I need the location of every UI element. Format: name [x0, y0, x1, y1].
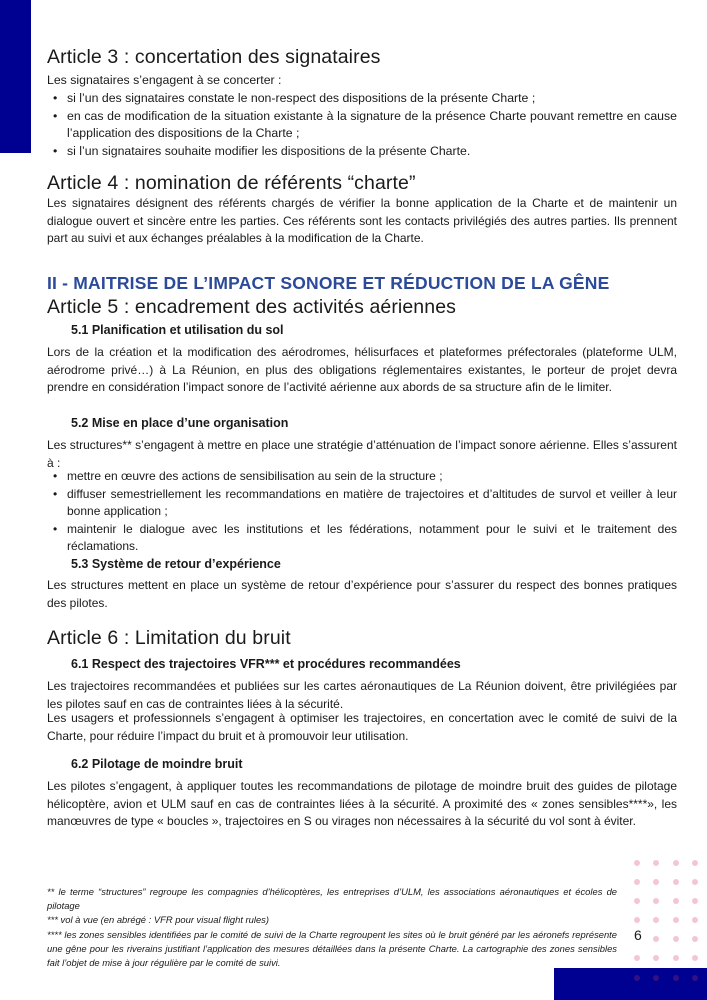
dot-icon	[653, 917, 659, 923]
dot-icon	[653, 898, 659, 904]
subsection-6-2-title: 6.2 Pilotage de moindre bruit	[71, 757, 243, 771]
dot-icon	[634, 917, 640, 923]
article-3-bullet-list	[47, 90, 677, 160]
dot-icon	[692, 898, 698, 904]
article-3-bullet: • si l’un signataires souhaite modifier les dispositions de la présente Charte.	[47, 143, 677, 161]
article-3-intro: Les signataires s’engagent à se concerter :	[47, 73, 282, 87]
article-3-bullet: • en cas de modification de la situation existante à la signature de la présence Charte pouvant remettre en cause l’application des dispositions de la Charte ;	[47, 108, 677, 143]
brand-bar-top-left	[0, 0, 31, 153]
article-3-title: Article 3 : concertation des signataires	[47, 46, 381, 68]
dot-icon	[653, 879, 659, 885]
subsection-5-3-title: 5.3 Système de retour d’expérience	[71, 557, 281, 571]
subsection-5-2-bullet: • mettre en œuvre des actions de sensibilisation au sein de la structure ;	[47, 468, 677, 486]
subsection-6-2-body: Les pilotes s’engagent, à appliquer toutes les recommandations de pilotage de moindre bruit des guides de pilotage hélicoptère, avion et ULM sauf en cas de contraintes liées à la sécurité. A proximité des « zones sensibles****», les manœuvres de type « boucles », trajectoires en S ou virages non nécessaires à la sécurité du vol sont à éviter.	[47, 779, 677, 828]
dot-icon	[634, 898, 640, 904]
dot-icon	[653, 955, 659, 961]
section-2-title: II - MAITRISE DE L’IMPACT SONORE ET RÉDUCTION DE LA GÊNE	[47, 273, 610, 293]
dot-icon	[673, 955, 679, 961]
dot-icon	[653, 860, 659, 866]
dot-icon	[634, 879, 640, 885]
subsection-5-2-bullet-list	[47, 468, 677, 556]
footnote-structures: ** le terme “structures” regroupe les compagnies d’hélicoptères, les entreprises d’ULM, les associations aéronautiques et écoles de pilotage	[47, 886, 617, 912]
subsection-5-2-title: 5.2 Mise en place d’une organisation	[71, 416, 289, 430]
dot-icon	[673, 898, 679, 904]
dot-icon	[692, 879, 698, 885]
subsection-5-1-title: 5.1 Planification et utilisation du sol	[71, 323, 284, 337]
subsection-5-2-bullet: • maintenir le dialogue avec les institutions et les fédérations, notamment pour le suivi et le traitement des réclamations.	[47, 521, 677, 556]
dot-icon	[653, 936, 659, 942]
article-4-body: Les signataires désignent des référents chargés de vérifier la bonne application de la Charte et de maintenir un dialogue ouvert et sincère entre les parties. Ces référents sont les contacts privilégiés des autres parties. Ils prennent part au suivi et aux échanges préalables à la modification de la Charte.	[47, 196, 677, 245]
brand-block-bottom-right	[554, 968, 707, 1000]
subsection-5-2-intro: Les structures** s’engagent à mettre en place une stratégie d’atténuation de l’impact sonore aérienne. Elles s’assurent à :	[47, 438, 677, 470]
subsection-6-1-body-2: Les usagers et professionnels s’engagent à optimiser les trajectoires, en concertation avec le comité de suivi de la Charte, pour réduire l’impact du bruit et à promouvoir leur utilisation.	[47, 711, 677, 743]
dot-icon	[692, 955, 698, 961]
dot-icon	[673, 879, 679, 885]
footnotes	[47, 885, 617, 970]
dot-icon	[692, 860, 698, 866]
subsection-5-1-body: Lors de la création et la modification des aérodromes, hélisurfaces et plateformes préfectorales (plateforme ULM, aérodrome privé…) à La Réunion, en plus des obligations réglementaires existantes, le porteur de projet devra prendre en considération l’impact sonore de l’activité aérienne aux abords de sa structure afin de le limiter.	[47, 345, 677, 394]
article-3-bullet: • si l’un des signataires constate le non-respect des dispositions de la présente Charte ;	[47, 90, 677, 108]
subsection-5-2-bullet: • diffuser semestriellement les recommandations en matière de trajectoires et d’altitudes de survol et veiller à leur bonne application ;	[47, 486, 677, 521]
article-6-title: Article 6 : Limitation du bruit	[47, 627, 291, 649]
dot-icon	[692, 917, 698, 923]
dot-icon	[673, 860, 679, 866]
footnote-vfr: *** vol à vue (en abrégé : VFR pour visual flight rules)	[47, 914, 269, 926]
dot-icon	[692, 936, 698, 942]
subsection-6-1-body-1: Les trajectoires recommandées et publiées sur les cartes aéronautiques de La Réunion doivent, être privilégiées par les pilotes sauf en cas de contraintes liées à la sécurité.	[47, 679, 677, 711]
article-4-title: Article 4 : nomination de référents “charte”	[47, 172, 416, 194]
dot-icon	[673, 936, 679, 942]
dot-icon	[673, 917, 679, 923]
subsection-6-1-title: 6.1 Respect des trajectoires VFR*** et procédures recommandées	[71, 657, 461, 671]
dot-icon	[634, 860, 640, 866]
subsection-5-3-body: Les structures mettent en place un système de retour d’expérience pour s’assurer du respect des bonnes pratiques des pilotes.	[47, 578, 677, 610]
article-5-title: Article 5 : encadrement des activités aériennes	[47, 296, 456, 318]
page-number: 6	[634, 927, 642, 943]
footnote-zones-sensibles: **** les zones sensibles identifiées par le comité de suivi de la Charte regroupent les sites où le bruit généré par les aéronefs représente une gêne pour les riverains justifiant l’application des mesures détaillées dans la présente Charte. La cartographie des zones sensibles fait l’objet de mise à jour régulière par le comité de suivi.	[47, 928, 617, 969]
dot-icon	[634, 955, 640, 961]
